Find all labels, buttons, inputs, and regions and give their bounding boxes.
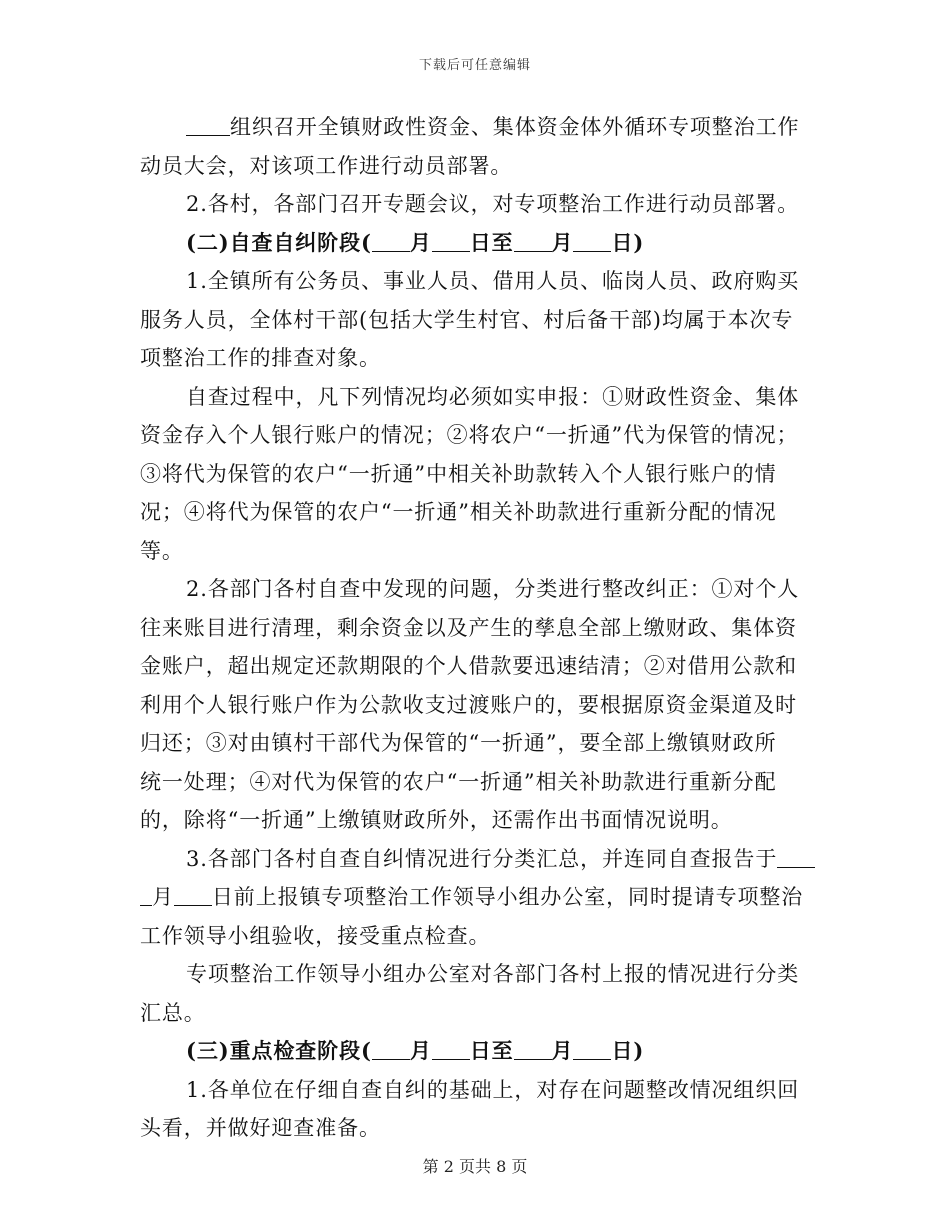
- paragraph-line: [140, 840, 805, 879]
- paragraph-line: 头看，并做好迎查准备。: [140, 1116, 381, 1140]
- text: 日前上报镇专项整治工作领导小组办公室，同时提请专项整治: [211, 885, 804, 909]
- paragraph-line: 服务人员，全体村干部(包括大学生村官、村后备干部)均属于本次专: [140, 307, 794, 332]
- paragraph-line: [140, 878, 805, 917]
- document-body: [140, 108, 805, 1148]
- page-footer: 第 2 页共 8 页: [422, 1157, 528, 1176]
- paragraph-line: 利用个人银行账户作为公款收支过渡账户的，要根据原资金渠道及时: [140, 692, 797, 717]
- text: 日至: [469, 229, 514, 255]
- text: 日): [611, 229, 645, 255]
- paragraph-line: 往来账目进行清理，剩余资金以及产生的孳息全部上缴财政、集体资: [140, 615, 797, 640]
- text: (二)自查自纠阶段(: [186, 229, 372, 255]
- blank-underline: [777, 842, 815, 868]
- blank-underline: [174, 880, 212, 906]
- paragraph-line: [140, 108, 805, 147]
- blank-underline: [432, 1034, 470, 1060]
- blank-underline: [372, 226, 410, 252]
- paragraph-line: 2.各部门各村自查中发现的问题，分类进行整改纠正：①对个人: [186, 577, 800, 601]
- section-heading-3: [140, 1032, 805, 1071]
- paragraph-line: 2.各村，各部门召开专题会议，对专项整治工作进行动员部署。: [186, 192, 800, 216]
- paragraph-line: 的，除将“一折通”上缴镇财政所外，还需作出书面情况说明。: [140, 808, 733, 832]
- blank-underline: [372, 1034, 410, 1060]
- paragraph-line: 1.全镇所有公务员、事业人员、借用人员、临岗人员、政府购买: [186, 269, 800, 293]
- paragraph-line: 动员大会，对该项工作进行动员部署。: [140, 153, 513, 178]
- paragraph-line: 归还；③对由镇村干部代为保管的“一折通”，要全部上缴镇财政所: [140, 731, 777, 755]
- paragraph-line: 1.各单位在仔细自查自纠的基础上，对存在问题整改情况组织回: [186, 1077, 800, 1102]
- page-header: 下载后可任意编辑: [418, 58, 531, 73]
- paragraph-line: ③将代为保管的农户“一折通”中相关补助款转入个人银行账户的情: [140, 461, 777, 486]
- text: 月: [551, 1038, 574, 1063]
- text: 月: [551, 229, 574, 255]
- blank-underline: [140, 880, 152, 906]
- paragraph-line: 自查过程中，凡下列情况均必须如实申报：①财政性资金、集体: [186, 384, 800, 409]
- text: 月: [409, 229, 432, 255]
- blank-underline: [573, 1034, 611, 1060]
- text: 日): [611, 1038, 645, 1063]
- text: (三)重点检查阶段(: [186, 1038, 372, 1063]
- paragraph-line: 工作领导小组验收，接受重点检查。: [140, 923, 491, 948]
- text: 月: [152, 885, 174, 909]
- blank-underline: [573, 226, 611, 252]
- paragraph-line: 资金存入个人银行账户的情况；②将农户“一折通”代为保管的情况；: [140, 423, 799, 447]
- blank-underline: [514, 226, 552, 252]
- section-heading-2: [140, 224, 805, 263]
- text: 月: [409, 1038, 432, 1063]
- text: 日至: [469, 1038, 514, 1063]
- paragraph-line: 金账户，超出规定还款期限的个人借款要迅速结清；②对借用公款和: [140, 654, 797, 678]
- paragraph-line: 专项整治工作领导小组办公室对各部门各村上报的情况进行分类: [186, 962, 800, 986]
- paragraph-line: 统一处理；④对代为保管的农户“一折通”相关补助款进行重新分配: [140, 769, 777, 794]
- paragraph-line: 项整治工作的排查对象。: [140, 346, 381, 370]
- blank-underline: [186, 110, 230, 136]
- paragraph-line: 等。: [140, 538, 184, 563]
- paragraph-line: 汇总。: [140, 1000, 206, 1025]
- text: 组织召开全镇财政性资金、集体资金体外循环专项整治工作: [230, 115, 800, 139]
- text: 3.各部门各村自查自纠情况进行分类汇总，并连同自查报告于: [186, 846, 778, 871]
- blank-underline: [432, 226, 470, 252]
- paragraph-line: 况；④将代为保管的农户“一折通”相关补助款进行重新分配的情况: [140, 500, 777, 524]
- blank-underline: [514, 1034, 552, 1060]
